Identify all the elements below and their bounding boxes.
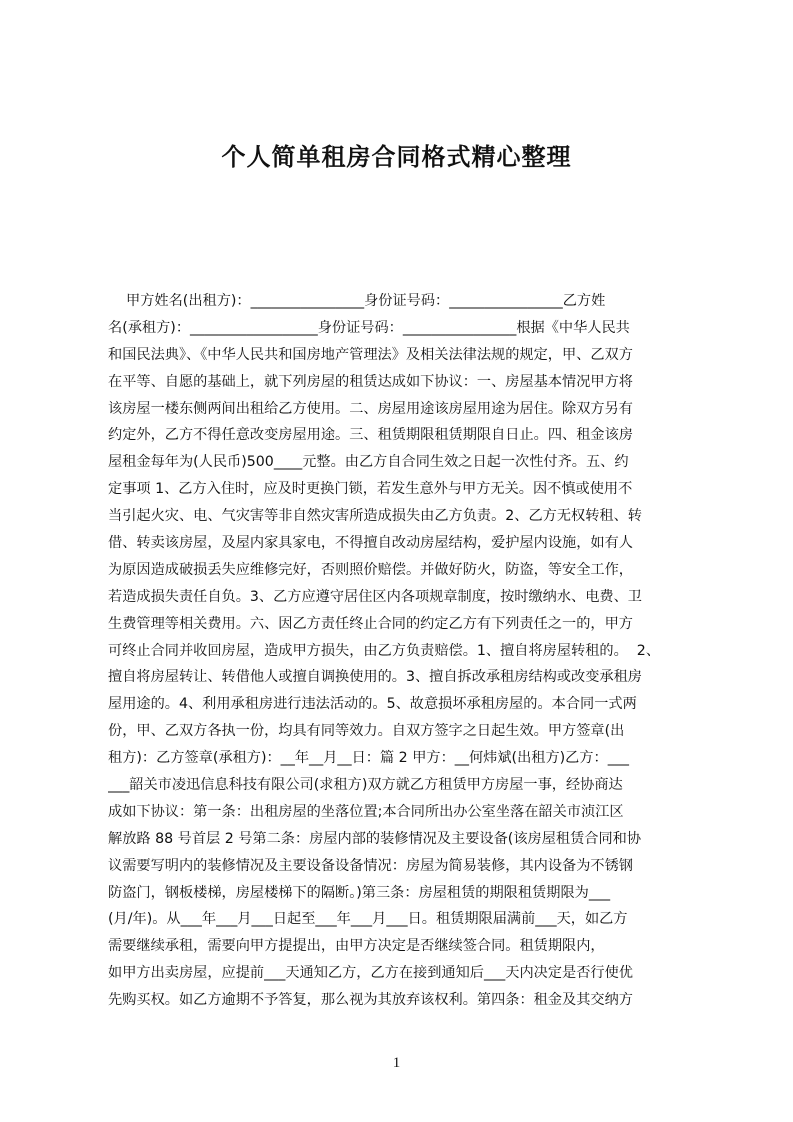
body-text-line: 定事项 1、乙方入住时，应及时更换门锁，若发生意外与甲方无关。因不慎或使用不	[108, 481, 633, 498]
document-title: 个人简单租房合同格式精心整理	[221, 143, 572, 171]
body-text-line: 约定外，乙方不得任意改变房屋用途。三、租赁期限租赁期限自日止。四、租金该房	[108, 427, 633, 444]
body-text-line: 甲方姓名(出租方)：________________身份证号码：________________乙方姓	[108, 293, 606, 309]
body-text-line: 可终止合同并收回房屋，造成甲方损失，由乙方负责赔偿。1、擅自将房屋转租的。 2、	[108, 642, 661, 659]
body-text-line: 屋用途的。4、利用承租房进行违法活动的。5、故意损坏承租房屋的。本合同一式两	[108, 696, 637, 713]
body-text-line: 先购买权。如乙方逾期不予答复，那么视为其放弃该权利。第四条：租金及其交纳方	[108, 992, 633, 1009]
body-text-line: 如甲方出卖房屋，应提前___天通知乙方，乙方在接到通知后___天内决定是否行使优	[108, 965, 633, 982]
body-text-line: 该房屋一楼东侧两间出租给乙方使用。二、房屋用途该房屋用途为居住。除双方另有	[108, 400, 633, 417]
body-text-line: 借、转卖该房屋，及屋内家具家电，不得擅自改动房屋结构，爱护屋内设施，如有人	[108, 535, 633, 552]
body-text-line: 在平等、自愿的基础上，就下列房屋的租赁达成如下协议：一、房屋基本情况甲方将	[108, 373, 633, 390]
page-number: 1	[392, 1055, 401, 1071]
body-text-line: 和国民法典》、《中华人民共和国房地产管理法》及相关法律法规的规定，甲、乙双方	[108, 346, 633, 363]
body-text-line: 擅自将房屋转让、转借他人或擅自调换使用的。3、擅自拆改承租房结构或改变承租房	[108, 669, 642, 686]
body-text-line: 需要继续承租，需要向甲方提提出，由甲方决定是否继续签合同。租赁期限内，	[108, 938, 605, 955]
body-text-line: 份，甲、乙双方各执一份，均具有同等效力。自双方签字之日起生效。甲方签章(出	[108, 723, 625, 740]
body-text-line: (月/年)。从___年___月___日起至___年___月___日。租赁期限届满前___天，如乙方	[108, 911, 628, 928]
document-body	[108, 288, 793, 1014]
body-text-line: 议需要写明内的装修情况及主要设备设备情况：房屋为简易装修，其内设备为不锈钢	[108, 857, 633, 874]
body-text-line: 防盗门，钢板楼梯，房屋楼梯下的隔断。)第三条：房屋租赁的期限租赁期限为___	[108, 884, 611, 901]
body-text-line: 生费管理等相关费用。六、因乙方责任终止合同的约定乙方有下列责任之一的，甲方	[108, 615, 633, 632]
body-text-line: 解放路 88 号首层 2 号第二条：房屋内部的装修情况及主要设备(该房屋租赁合同和协	[108, 830, 642, 847]
body-text-line: 成如下协议：第一条：出租房屋的坐落位置;本合同所出办公室坐落在韶关市浈江区	[108, 803, 624, 820]
body-text-line: ___韶关市凌迅信息科技有限公司(求租方)双方就乙方租赁甲方房屋一事，经协商达	[108, 777, 623, 794]
body-text-line: 若造成损失责任自负。3、乙方应遵守居住区内各项规章制度，按时缴纳水、电费、卫	[108, 588, 642, 605]
body-text-line: 为原因造成破损丢失应维修完好，否则照价赔偿。并做好防火，防盗，等安全工作，	[108, 561, 633, 578]
body-text-line: 当引起火灾、电、气灾害等非自然灾害所造成损失由乙方负责。2、乙方无权转租、转	[108, 508, 642, 525]
body-text-line: 名(承租方)：__________________身份证号码：________________根据《中华人民共	[108, 319, 630, 336]
body-text-line: 租方)：乙方签章(承租方)：__年__月__日：篇 2 甲方：__何炜斌(出租方)乙方：___	[108, 750, 630, 767]
body-text-line: 屋租金每年为(人民币)500____元整。由乙方自合同生效之日起一次性付齐。五、约	[108, 454, 629, 471]
